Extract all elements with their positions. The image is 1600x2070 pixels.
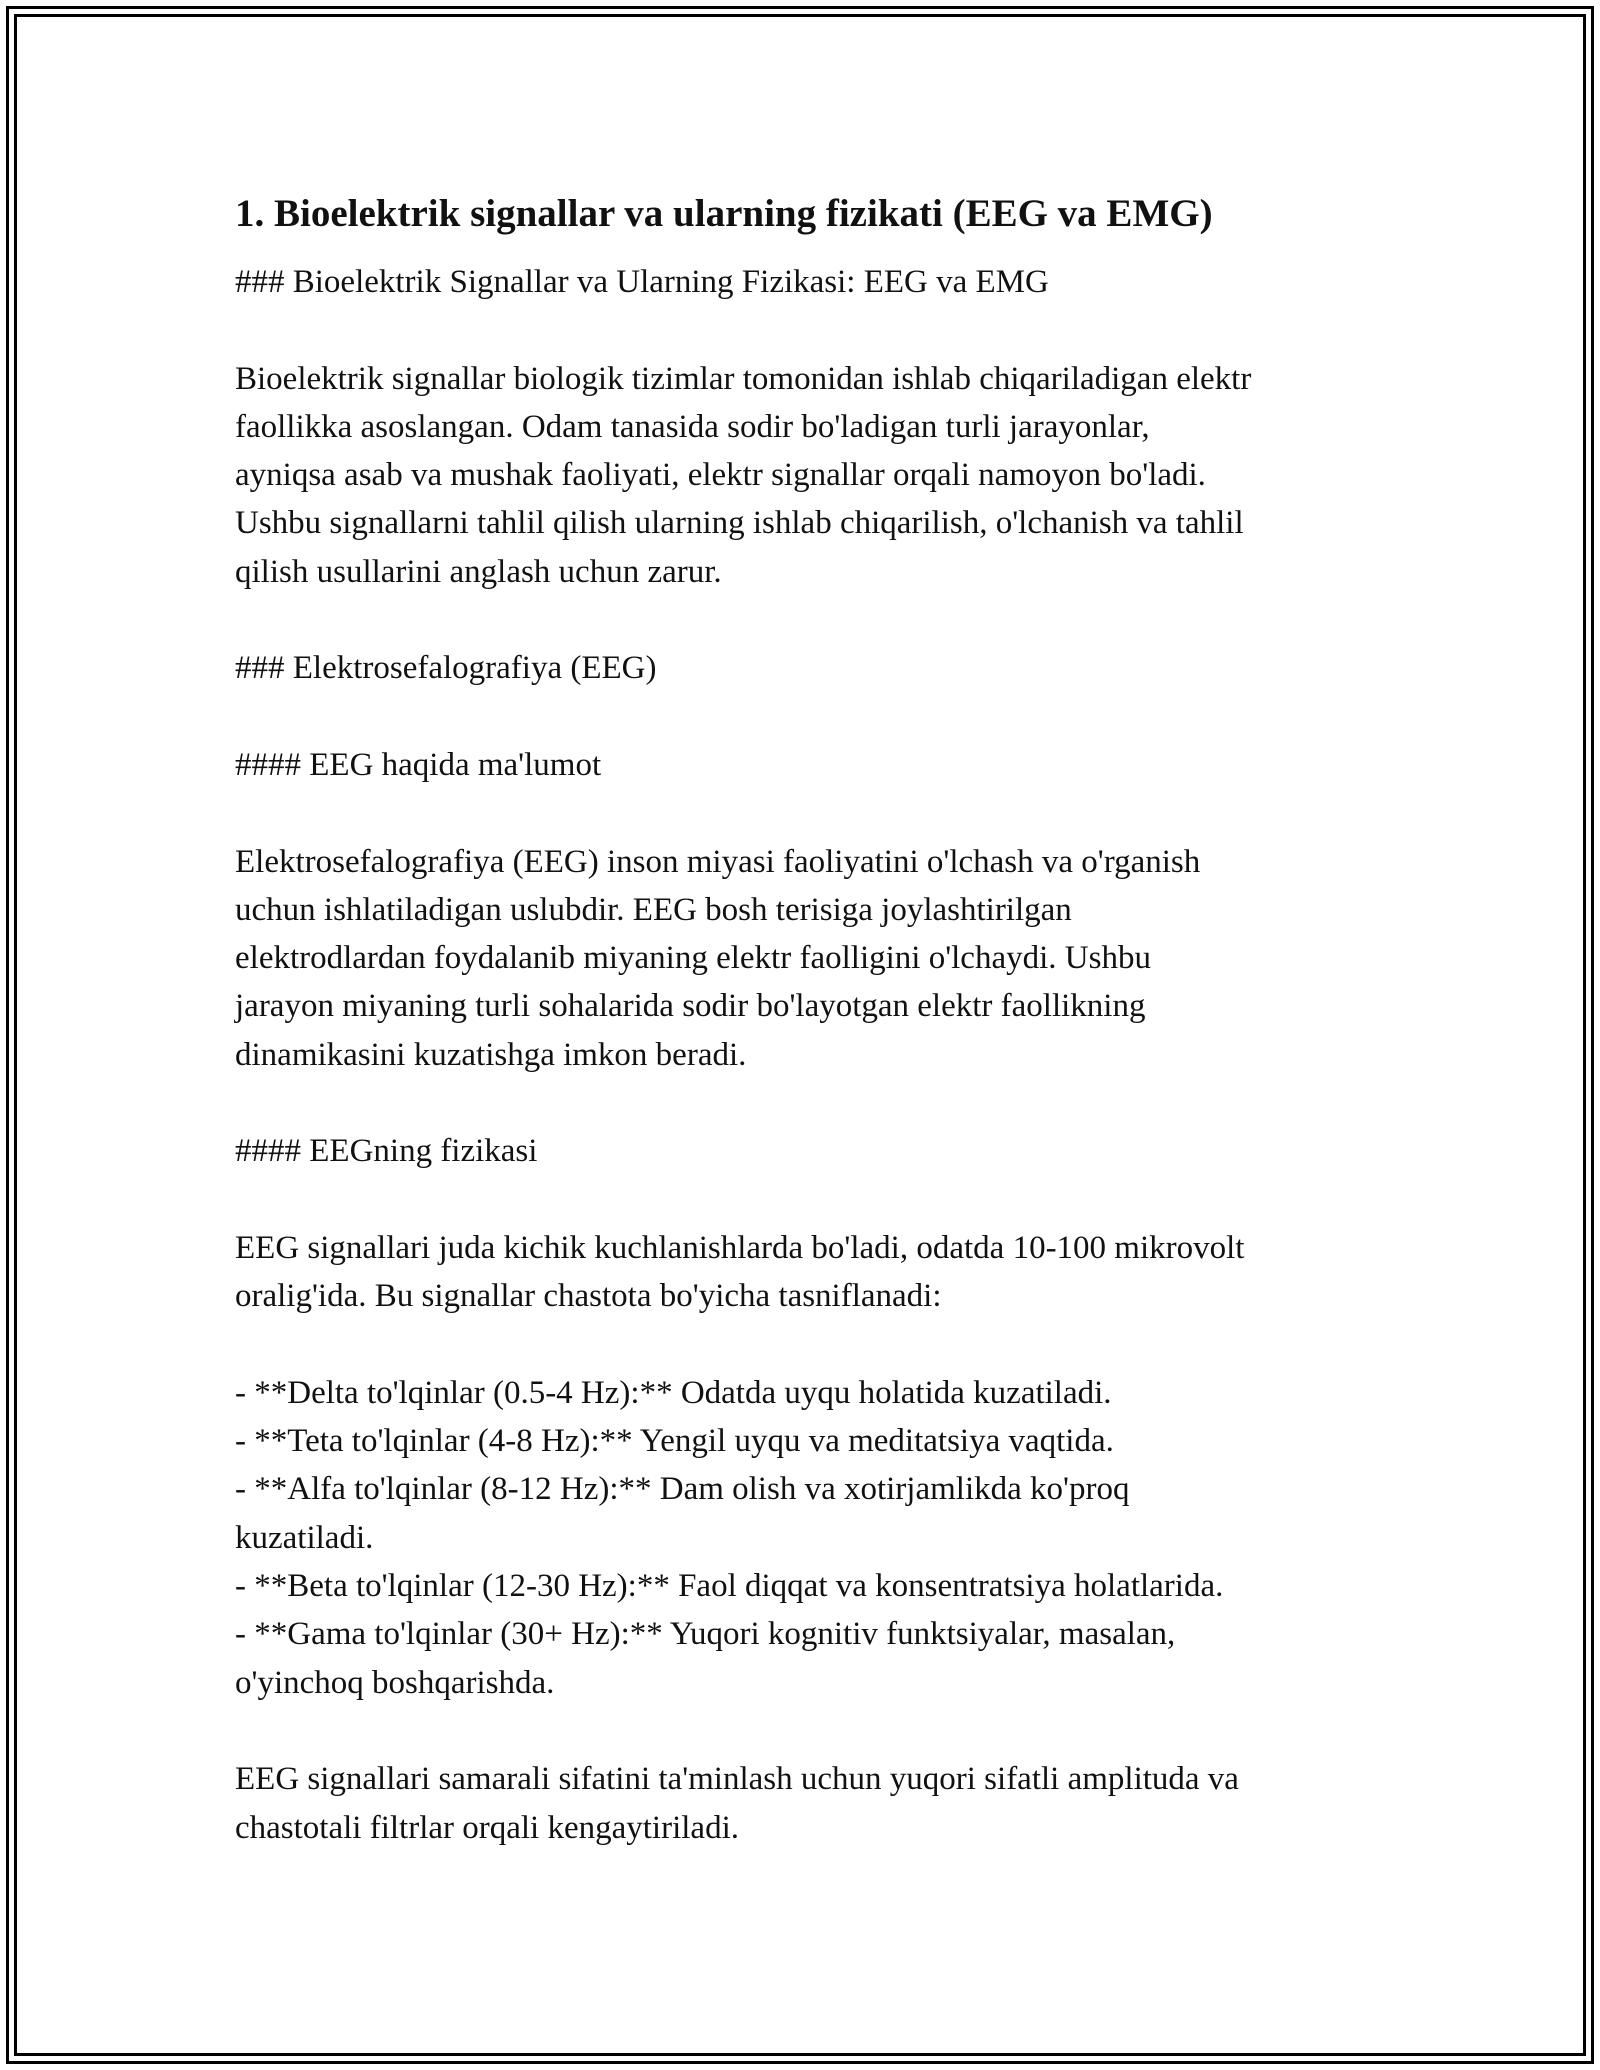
text-line: Bioelektrik signallar biologik tizimlar tomonidan ishlab chiqariladigan elektr xyxy=(235,360,1252,397)
blank-line xyxy=(235,1176,1385,1224)
text-line: ### Bioelektrik Signallar va Ularning Fizikasi: EEG va EMG xyxy=(235,264,1049,300)
text-line: - **Beta to'lqinlar (12-30 Hz):** Faol diqqat va konsentratsiya holatlarida. xyxy=(235,1568,1224,1605)
blank-line xyxy=(235,1707,1385,1755)
document-title: 1. Bioelektrik signallar va ularning fizikati (EEG va EMG) xyxy=(235,192,1213,235)
blank-line xyxy=(235,306,1385,354)
text-line: faollikka asoslangan. Odam tanasida sodir bo'ladigan turli jarayonlar, xyxy=(235,408,1150,445)
text-line: #### EEGning fizikasi xyxy=(235,1133,538,1170)
text-line: - **Gama to'lqinlar (30+ Hz):** Yuqori kognitiv funktsiyalar, masalan, xyxy=(235,1616,1176,1653)
blank-line xyxy=(235,789,1385,837)
text-line: oralig'ida. Bu signallar chastota bo'yicha tasniflanadi: xyxy=(235,1278,942,1315)
text-line: o'yinchoq boshqarishda. xyxy=(235,1664,555,1701)
text-line: Ushbu signallarni tahlil qilish ularning ishlab chiqarilish, o'lchanish va tahlil xyxy=(235,505,1244,542)
text-line: - **Delta to'lqinlar (0.5-4 Hz):** Odatda uyqu holatida kuzatiladi. xyxy=(235,1374,1112,1411)
text-line: elektrodlardan foydalanib miyaning elektr faolligini o'lchaydi. Ushbu xyxy=(235,940,1151,977)
document-body xyxy=(235,188,1385,1852)
text-line: qilish usullarini anglash uchun zarur. xyxy=(235,553,722,590)
text-line: EEG signallari samarali sifatini ta'minlash uchun yuqori sifatli amplituda va xyxy=(235,1761,1239,1798)
text-line: ### Elektrosefalografiya (EEG) xyxy=(235,650,657,687)
text-line: chastotali filtrlar orqali kengaytiriladi. xyxy=(235,1809,739,1846)
text-line: ayniqsa asab va mushak faoliyati, elektr signallar orqali namoyon bo'ladi. xyxy=(235,457,1206,494)
text-line: dinamikasini kuzatishga imkon beradi. xyxy=(235,1036,747,1073)
blank-line xyxy=(235,1079,1385,1127)
text-line: #### EEG haqida ma'lumot xyxy=(235,746,602,783)
text-line: Elektrosefalografiya (EEG) inson miyasi faoliyatini o'lchash va o'rganish xyxy=(235,843,1201,880)
text-line: EEG signallari juda kichik kuchlanishlarda bo'ladi, odatda 10-100 mikrovolt xyxy=(235,1229,1245,1266)
blank-line xyxy=(235,693,1385,741)
text-line: - **Alfa to'lqinlar (8-12 Hz):** Dam olish va xotirjamlikda ko'proq xyxy=(235,1471,1130,1508)
blank-line xyxy=(235,1321,1385,1369)
text-line: jarayon miyaning turli sohalarida sodir bo'layotgan elektr faollikning xyxy=(235,988,1146,1025)
text-line: kuzatiladi. xyxy=(235,1519,374,1556)
blank-line xyxy=(235,596,1385,644)
text-line: - **Teta to'lqinlar (4-8 Hz):** Yengil uyqu va meditatsiya vaqtida. xyxy=(235,1423,1114,1460)
text-line: uchun ishlatiladigan uslubdir. EEG bosh terisiga joylashtirilgan xyxy=(235,891,1072,928)
document-text xyxy=(235,258,1385,1852)
